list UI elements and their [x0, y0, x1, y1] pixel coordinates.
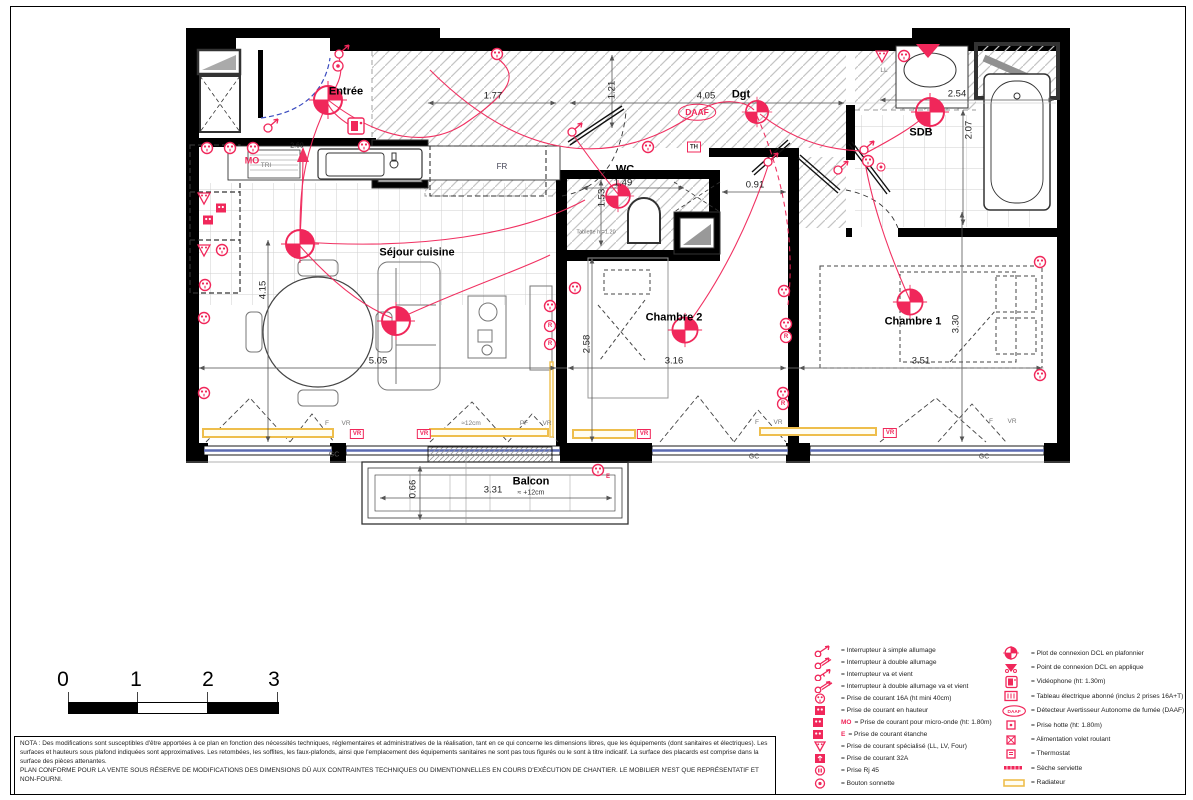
outlet-appliance-icon: [812, 740, 838, 753]
outlet-symbol: [570, 283, 581, 294]
scale-tick: 2: [202, 668, 214, 691]
window-label-f: F: [755, 418, 759, 426]
hood-outlet-icon: [1002, 718, 1028, 732]
svg-text:DAAF: DAAF: [1007, 709, 1021, 715]
legend-row: = Prise de courant 16A (ht mini 40cm): [812, 692, 992, 704]
dim-entry-depth: 1.21: [606, 80, 618, 100]
legend-row: E = Prise de courant étanche: [812, 729, 992, 741]
legend-column-1: [812, 644, 992, 789]
dim-chambre1-height: 3.30: [950, 314, 962, 334]
dim-wc-height: 1.53: [596, 188, 608, 208]
legend-row: = Interrupteur va et vient: [812, 668, 992, 680]
outlet-symbol: [202, 143, 213, 154]
scale-tick: 0: [57, 668, 69, 691]
dim-balcon-width: 3.31: [483, 484, 503, 496]
thermostat-icon: [1002, 747, 1028, 761]
legend-row: = Prise Rj 45: [812, 765, 992, 777]
doorbell-icon: [812, 777, 838, 790]
legend-column-2: [1002, 646, 1184, 790]
legend-row: = Alimentation volet roulant: [1002, 732, 1184, 746]
rj45-letter: R: [783, 334, 789, 340]
dcl-wall-icon: [1002, 661, 1028, 675]
legend-row: DAAF = Détecteur Avertisseur Autonome de fumée (DAAF): [1002, 704, 1184, 718]
outlet-high-icon: [812, 704, 838, 717]
outlet-symbol: [545, 301, 556, 312]
window-label-vr: VR: [341, 419, 351, 427]
dim-chambre2-height: 2.58: [581, 334, 593, 354]
nota-block: [14, 736, 776, 795]
dim-chambre1-width: 3.51: [911, 355, 931, 367]
window-label-f: F: [325, 419, 329, 427]
dim-dgt-door: 0.91: [745, 179, 765, 191]
room-label-dgt: Dgt: [731, 88, 751, 101]
switch-simple-icon: [812, 644, 838, 657]
switch-double-icon: [812, 656, 838, 669]
switch-two-way-icon: [812, 668, 838, 681]
outlet-symbol: [200, 280, 211, 291]
outlet-microwave-icon: [812, 716, 838, 729]
dim-sejour-width: 5.05: [368, 355, 388, 367]
legend-row: = Prise de courant 32A: [812, 753, 992, 765]
shutter-box-vr: VR: [637, 429, 651, 439]
dim-corridor: 1.77: [483, 90, 503, 102]
legend-row: = Sèche serviette: [1002, 761, 1184, 775]
outlet-symbol: [643, 142, 654, 153]
switch-symbol: [264, 119, 278, 132]
room-label-sdb: SDB: [909, 126, 933, 139]
dcl-ceiling-symbol: [893, 285, 927, 319]
radiator-icon: [1002, 776, 1028, 790]
outlet-symbol: [779, 286, 790, 297]
scale-tick: 3: [268, 668, 280, 691]
legend-row: = Prise hotte (ht: 1.80m): [1002, 718, 1184, 732]
room-label-chambre1: Chambre 1: [884, 315, 942, 328]
outlet-symbol: [359, 141, 370, 152]
shelf-note: Tablette ht=1.20: [576, 229, 616, 236]
legend-row: = Plot de connexion DCL en plafonnier: [1002, 646, 1184, 660]
washer-label: LL: [880, 66, 888, 74]
dim-kitchen-niche: 2.69: [290, 142, 304, 150]
outlet-symbol: [225, 143, 236, 154]
videophone-symbol: [348, 118, 364, 134]
switch-double-two-way-icon: [812, 680, 838, 693]
window-label-vr: VR: [1007, 417, 1017, 425]
scale-tick: 1: [130, 668, 142, 691]
outlet-symbol: [1035, 370, 1046, 381]
room-label-wc: WC: [615, 163, 635, 176]
dcl-ceiling-icon: [1002, 646, 1028, 660]
legend-row: = Point de connexion DCL en applique: [1002, 660, 1184, 674]
legend-row: = Tableau électrique abonné (inclus 2 prises 16A+T): [1002, 689, 1184, 703]
room-label-balcon: Balcon: [512, 475, 550, 488]
dim-sdb-width: 2.54: [947, 88, 967, 100]
shutter-supply-icon: [1002, 733, 1028, 747]
shutter-supply-symbol: [203, 216, 213, 225]
legend-row: = Prise de courant spécialisé (LL, LV, Four): [812, 741, 992, 753]
microwave-label: MO: [244, 155, 260, 166]
scale-bar: [50, 668, 290, 718]
dim-balcon-depth: 0.66: [407, 479, 419, 499]
outlet-symbol: [492, 49, 503, 60]
outlet-symbol: [199, 388, 210, 399]
outlet-symbol: [899, 51, 910, 62]
videophone-icon: [1002, 675, 1028, 689]
shutter-box-vr: VR: [883, 428, 897, 438]
fridge-label: FR: [496, 162, 508, 171]
outlet-symbol: [248, 143, 259, 154]
nota-paragraph-2: PLAN CONFORME POUR LA VENTE SOUS RÉSERVE DE MODIFICATIONS DES DIMENSIONS DÛ AUX CONTRAINTES TECHNIQUES OU DIMENTIONNELLES EN COURS D'EXÉCUTION DE CHANTIER. LE MOBILIER N'EST QUE REPRÉSENTATIF ET NON-FOURNI.: [20, 766, 759, 783]
daaf-icon: [1002, 704, 1028, 718]
window-label-f: F: [989, 417, 993, 425]
outlet-symbol: [199, 313, 210, 324]
electrical-panel-icon: [1002, 689, 1028, 703]
dim-sdb-height: 2.07: [963, 120, 975, 140]
legend-row: = Radiateur: [1002, 776, 1184, 790]
legend-row: MO = Prise de courant pour micro-onde (ht: 1.80m): [812, 717, 992, 729]
outlet-symbol: [778, 388, 789, 399]
dim-wc-width: 1.49: [613, 177, 633, 189]
window-label-vr: VR: [542, 419, 552, 427]
gutter-label-gc: GC: [748, 453, 760, 461]
legend-row: = Vidéophone (ht: 1.30m): [1002, 675, 1184, 689]
shutter-box-vr: VR: [350, 429, 364, 439]
rj45-letter: R: [780, 401, 786, 407]
outlet-16a-icon: [812, 692, 838, 705]
daaf-symbol: DAAF: [678, 104, 716, 121]
window-label-vr: VR: [773, 418, 783, 426]
dim-dgt-width: 4.05: [696, 90, 716, 102]
shutter-box-vr: VR: [417, 429, 431, 439]
rj45-letter: R: [547, 323, 553, 329]
outlet-32a-icon: [812, 752, 838, 765]
outlet-waterproof-icon: [812, 728, 838, 741]
waterproof-letter: E: [605, 474, 611, 480]
legend-row: = Interrupteur à simple allumage: [812, 644, 992, 656]
outlet-symbol: [217, 245, 228, 256]
legend-row: = Interrupteur à double allumage va et vient: [812, 680, 992, 692]
window-label-12cm: ≈12cm: [461, 419, 481, 427]
legend-row: = Prise de courant en hauteur: [812, 704, 992, 716]
hood-outlet-symbol: [216, 204, 226, 213]
room-label-entree: Entrée: [328, 85, 364, 98]
towel-dryer-icon: [1002, 761, 1028, 775]
dim-sejour-height: 4.15: [257, 280, 269, 300]
gutter-label-gc: GC: [328, 451, 340, 459]
dim-chambre2-width: 3.16: [664, 355, 684, 367]
outlet-waterproof-symbol: [593, 465, 604, 476]
legend-row: = Interrupteur à double allumage: [812, 656, 992, 668]
nota-paragraph-1: NOTA : Des modifications sont susceptibles d'être apportées à ce plan en fonction des nécessités techniques, réglementaires et administratives de la réalisation, tant en ce qui concerne les dimensions libres, que les équipements (dont sanitaires et électriques). Les surfaces et hauteurs sous plafond indiquées sont approximatives. Les retombées, les soffites, les faux-plafonds, ainsi que l'emplacement des équipements sanitaires ne sont pas tous figurés ou le sont à titre indicatif. La surface des placards est comprise dans la surface des pièces attenantes.: [20, 740, 768, 765]
legend-row: = Thermostat: [1002, 747, 1184, 761]
outlet-symbol: [863, 156, 874, 167]
legend-row: = Bouton sonnette: [812, 777, 992, 789]
room-label-chambre2: Chambre 2: [645, 311, 703, 324]
outlet-symbol: [1035, 257, 1046, 268]
thermostat-box: TH: [687, 142, 701, 153]
rj45-letter: R: [547, 341, 553, 347]
dcl-ceiling-symbol: [377, 302, 415, 340]
doorbell-symbol: [333, 61, 343, 71]
rj45-icon: [812, 764, 838, 777]
balcon-note: ≈ +12cm: [517, 489, 545, 497]
window-label-pf: PF: [519, 419, 529, 427]
gutter-label-gc: GC: [978, 453, 990, 461]
tri-bin-label: TRI: [260, 161, 272, 169]
outlet-symbol: [877, 163, 885, 171]
outlet-symbol: [781, 319, 792, 330]
room-label-sejour: Séjour cuisine: [379, 246, 455, 259]
